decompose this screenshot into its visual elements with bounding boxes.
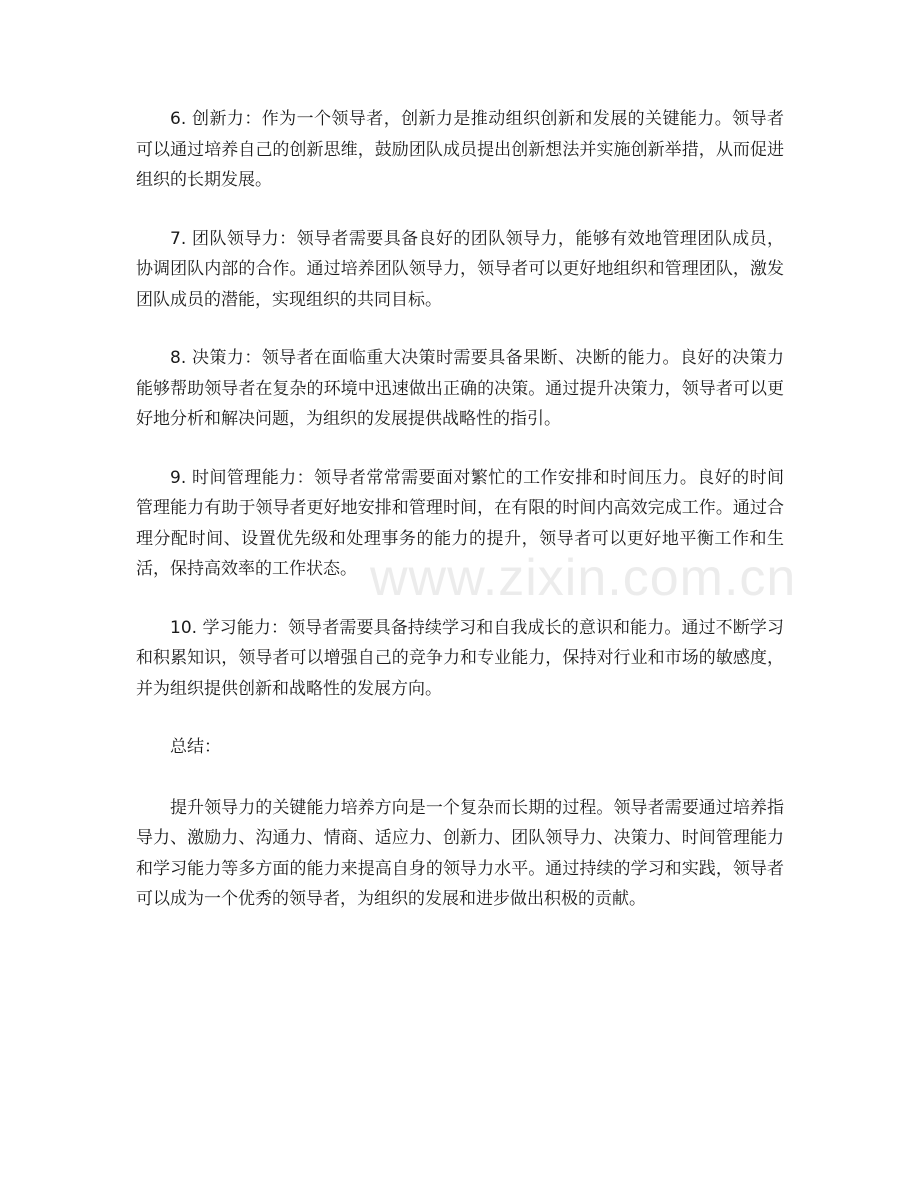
paragraph-innovation: 6. 创新力：作为一个领导者，创新力是推动组织创新和发展的关键能力。领导者可以通过培养自己的创新思维，鼓励团队成员提出创新想法并实施创新举措，从而促进组织的长期发展。 [136,109,784,190]
paragraph-decision-making: 8. 决策力：领导者在面临重大决策时需要具备果断、决断的能力。良好的决策力能够帮助领导者在复杂的环境中迅速做出正确的决策。通过提升决策力，领导者可以更好地分析和解决问题，为组织的发展提供战略性的指引。 [136,348,784,429]
document-body [136,104,784,943]
watermark: www.zixin.com.cn [370,549,797,607]
paragraph-time-management: 9. 时间管理能力：领导者常常需要面对繁忙的工作安排和时间压力。良好的时间管理能力有助于领导者更好地安排和管理时间，在有限的时间内高效完成工作。通过合理分配时间、设置优先级和处理事务的能力的提升，领导者可以更好地平衡工作和生活，保持高效率的工作状态。 [136,467,784,579]
summary-heading: 总结： [170,737,221,757]
paragraph-learning: 10. 学习能力：领导者需要具备持续学习和自我成长的意识和能力。通过不断学习和积累知识，领导者可以增强自己的竞争力和专业能力，保持对行业和市场的敏感度，并为组织提供创新和战略性的发展方向。 [136,617,784,699]
paragraph-team-leadership: 7. 团队领导力：领导者需要具备良好的团队领导力，能够有效地管理团队成员，协调团队内部的合作。通过培养团队领导力，领导者可以更好地组织和管理团队，激发团队成员的潜能，实现组织的共同目标。 [136,228,784,310]
summary-paragraph: 提升领导力的关键能力培养方向是一个复杂而长期的过程。领导者需要通过培养指导力、激励力、沟通力、情商、适应力、创新力、团队领导力、决策力、时间管理能力和学习能力等多方面的能力来提高自身的领导力水平。通过持续的学习和实践，领导者可以成为一个优秀的领导者，为组织的发展和进步做出积极的贡献。 [136,797,784,909]
